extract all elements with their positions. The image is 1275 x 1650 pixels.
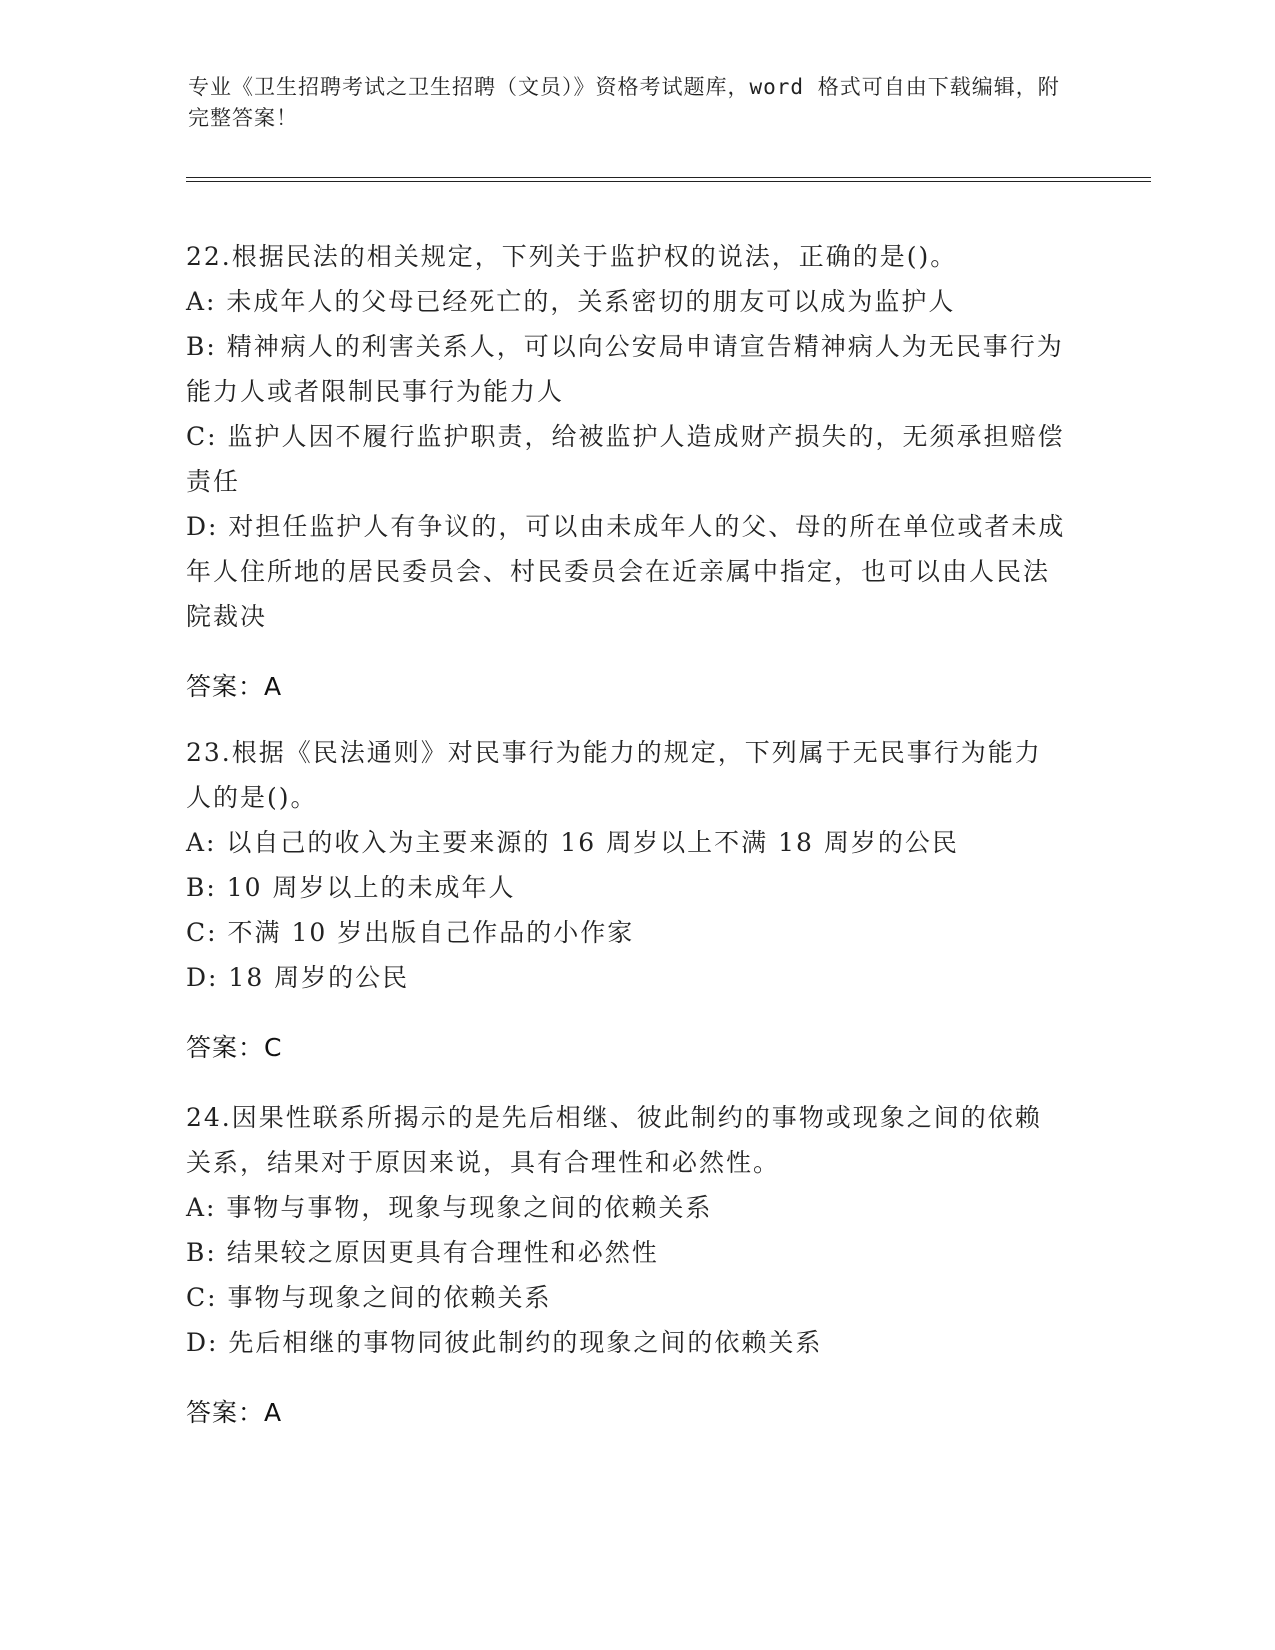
- option-a: A: 未成年人的父母已经死亡的，关系密切的朋友可以成为监护人: [186, 287, 956, 316]
- answer-line: 答案：A: [186, 672, 283, 701]
- option-c: C: 事物与现象之间的依赖关系: [186, 1283, 552, 1312]
- option-b: B: 结果较之原因更具有合理性和必然性: [186, 1238, 659, 1267]
- option-d: D: 对担任监护人有争议的，可以由未成年人的父、母的所在单位或者未成年人住所地的居民委员会、村民委员会在近亲属中指定，也可以由人民法院裁决: [186, 512, 1066, 631]
- question-23: [186, 730, 1066, 1095]
- option-c: C: 不满 10 岁出版自己作品的小作家: [186, 918, 635, 947]
- question-stem: 24.因果性联系所揭示的是先后相继、彼此制约的事物或现象之间的依赖关系，结果对于原因来说，具有合理性和必然性。: [186, 1103, 1042, 1177]
- question-24: [186, 1095, 1066, 1460]
- option-d: D: 先后相继的事物同彼此制约的现象之间的依赖关系: [186, 1328, 823, 1357]
- answer-line: 答案：A: [186, 1398, 283, 1427]
- option-b: B: 精神病人的利害关系人，可以向公安局申请宣告精神病人为无民事行为能力人或者限制民事行为能力人: [186, 332, 1064, 406]
- option-a: A: 事物与事物，现象与现象之间的依赖关系: [186, 1193, 713, 1222]
- option-b: B: 10 周岁以上的未成年人: [186, 873, 516, 902]
- question-22: [186, 234, 1066, 734]
- document-header: 专业《卫生招聘考试之卫生招聘（文员）》资格考试题库，word 格式可自由下载编辑，附完整答案！: [188, 75, 1060, 130]
- option-d: D: 18 周岁的公民: [186, 963, 410, 992]
- option-a: A: 以自己的收入为主要来源的 16 周岁以上不满 18 周岁的公民: [186, 828, 959, 857]
- question-stem: 22.根据民法的相关规定，下列关于监护权的说法，正确的是()。: [186, 242, 958, 271]
- question-stem: 23.根据《民法通则》对民事行为能力的规定，下列属于无民事行为能力人的是()。: [186, 738, 1042, 812]
- answer-line: 答案：C: [186, 1033, 283, 1062]
- option-c: C: 监护人因不履行监护职责，给被监护人造成财产损失的，无须承担赔偿责任: [186, 422, 1065, 496]
- header-divider: [186, 177, 1151, 182]
